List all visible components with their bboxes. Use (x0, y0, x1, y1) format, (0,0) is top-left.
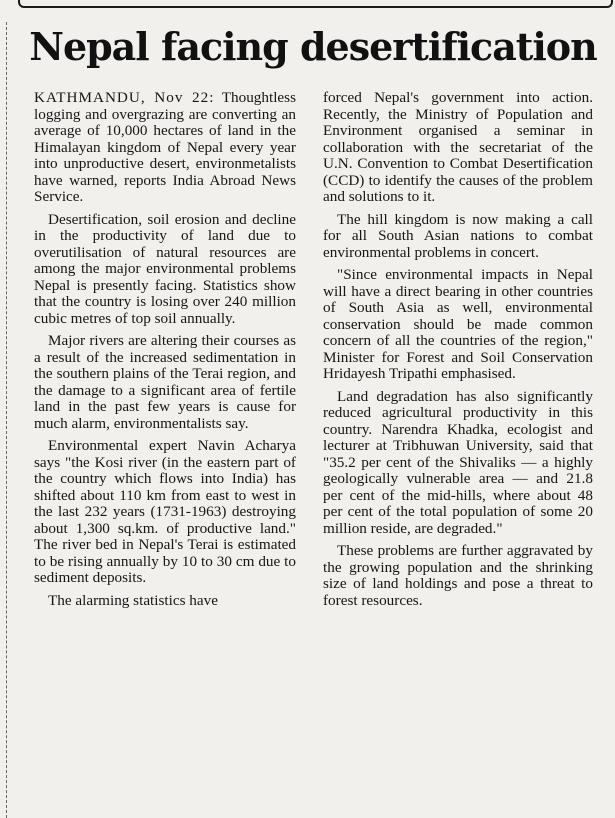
article-column-left (34, 90, 296, 615)
top-border-rule (18, 0, 613, 8)
dateline: KATHMANDU, Nov 22: (34, 89, 215, 106)
paragraph: Desertification, soil erosion and decline in the productivity of land due to overutilisation of natural resources are among the major environmental problems Nepal is presently facing. Statistics show that the country is losing over 240 million cubic metres of top soil annually. (34, 210, 296, 327)
paragraph: Environmental expert Navin Acharya says "the Kosi river (in the eastern part of the country which flows into India) has shifted about 110 km from east to west in the last 232 years (1731-1963) destroying about 1,300 sq.km. of productive land." The river bed in Nepal's Terai is estimated to be rising annually by 10 to 30 cm due to sediment deposits. (34, 437, 296, 586)
paragraph: The alarming statistics have (48, 591, 218, 609)
clipping-cut-line (6, 22, 7, 818)
paragraph-text: Thoughtless logging and overgrazing are converting an average of 10,000 hectares of land in the Himalayan kingdom of Nepal every year into unproductive desert, environmetalists have warned, reports India Abroad News Service. (34, 89, 296, 205)
paragraph: The hill kingdom is now making a call for all South Asian nations to combat environmental problems in concert. (323, 210, 593, 261)
paragraph: These problems are further aggravated by the growing population and the shrinking size of land holdings and pose a threat to forest resources. (323, 542, 593, 609)
paragraph: Major rivers are altering their courses as a result of the increased sedimentation in the southern plains of the Terai region, and the damage to a significant area of fertile land in the past few years is cause for much alarm, environmentalists say. (34, 332, 296, 432)
paragraph: Land degradation has also significantly reduced agricultural productivity in this country. Narendra Khadka, ecologist and lecturer at Tribhuwan University, said that "35.2 per cent of the Shivaliks — a highly geologically vulnerable area — and 21.8 per cent of the mid-hills, where about 48 per cent of the total population of some 20 million reside, are degraded." (323, 387, 593, 537)
article-column-right (323, 90, 593, 615)
lead-paragraph (34, 90, 296, 206)
paragraph-continued: forced Nepal's government into action. Recently, the Ministry of Population and Environment organised a seminar in collaboration with the secretariat of the U.N. Convention to Combat Desertification (CCD) to identify the causes of the problem and solutions to it. (323, 89, 593, 205)
paragraph: "Since environmental impacts in Nepal will have a direct bearing in other countries of South Asia as well, environmental conservation should be made common concern of all the countries of the region," Minister for Forest and Soil Conservation Hridayesh Tripathi emphasised. (323, 266, 593, 382)
headline: Nepal facing desertification (29, 24, 597, 69)
